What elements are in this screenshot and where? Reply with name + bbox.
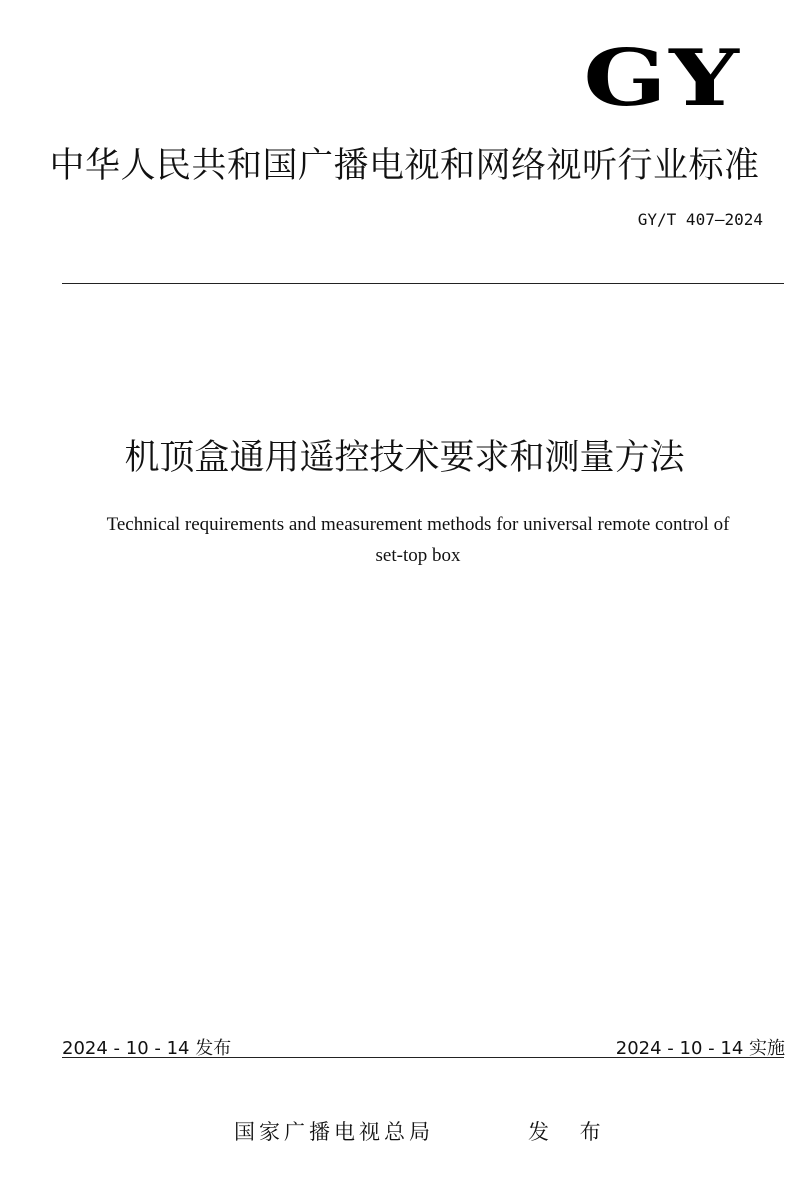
issue-date: 2024 - 10 - 14 发布 bbox=[62, 1038, 232, 1059]
implementation-date: 2024 - 10 - 14 实施 bbox=[615, 1038, 785, 1059]
organization-title: 中华人民共和国广播电视和网络视听行业标准 bbox=[49, 146, 760, 186]
standard-code: GY/T 407—2024 bbox=[637, 210, 763, 229]
header-divider bbox=[62, 283, 784, 284]
document-title-chinese: 机顶盒通用遥控技术要求和测量方法 bbox=[124, 438, 685, 478]
publish-label: 发 布 bbox=[528, 1120, 613, 1144]
publisher-name: 国家广播电视总局 bbox=[234, 1120, 434, 1144]
document-title-english bbox=[60, 509, 776, 571]
english-title-line-1: Technical requirements and measurement methods for universal remote control of bbox=[106, 514, 730, 535]
footer-divider bbox=[62, 1057, 784, 1058]
english-title-line-2: set-top box bbox=[375, 545, 461, 566]
gy-logo: GY bbox=[583, 33, 741, 124]
